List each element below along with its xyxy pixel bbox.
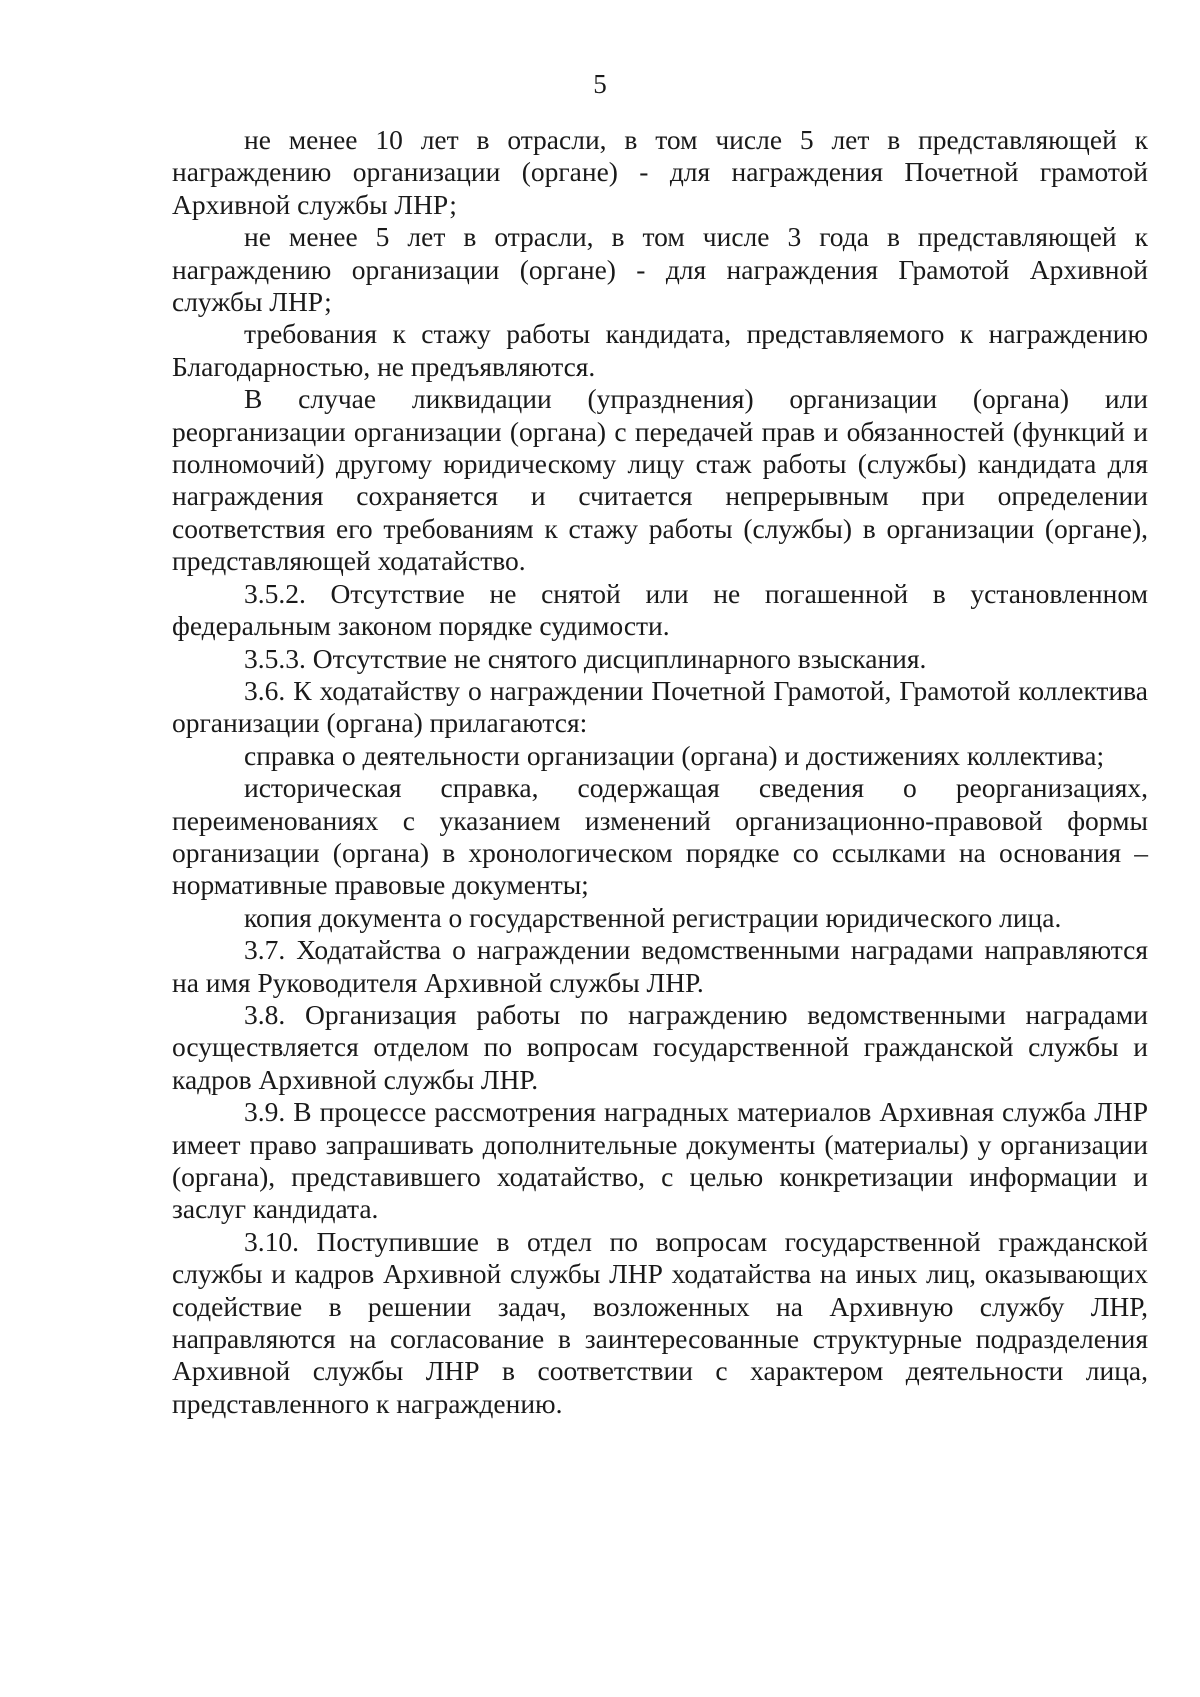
paragraph-kopiya-dokumenta: копия документа о государственной регистрации юридического лица. xyxy=(244,901,1062,933)
paragraph-spravka-deyatelnost: справка о деятельности организации (органа) и достижениях коллектива; xyxy=(244,739,1105,771)
paragraph-3-9: 3.9. В процессе рассмотрения наградных материалов Архивная служба ЛНР имеет право запрашивать дополнительные документы (материалы) у организации (органа), представившего ходатайство, с целью конкретизации информации и заслуг кандидата. xyxy=(172,1096,1148,1225)
paragraph-3-7: 3.7. Ходатайства о награждении ведомственными наградами направляются на имя Руководителя Архивной службы ЛНР. xyxy=(172,934,1148,998)
paragraph-3-8: 3.8. Организация работы по награждению ведомственными наградами осуществляется отделом по вопросам государственной гражданской службы и кадров Архивной службы ЛНР. xyxy=(172,998,1148,1095)
paragraph-likvidatsiya: В случае ликвидации (упразднения) организации (органа) или реорганизации организации (органа) с передачей прав и обязанностей (функций и полномочий) другому юридическому лицу стаж работы (службы) кандидата для награждения сохраняется и считается непрерывным при определении соответствия его требованиям к стажу работы (службы) в организации (органе), представляющей ходатайство. xyxy=(172,383,1148,577)
paragraph-stazh-blagodarnost: требования к стажу работы кандидата, представляемого к награждению Благодарностью, не предъявляются. xyxy=(172,318,1148,382)
document-body xyxy=(172,124,1148,1420)
paragraph-3-5-2: 3.5.2. Отсутствие не снятой или не погашенной в установленном федеральным законом порядке судимости. xyxy=(172,577,1148,642)
page-number: 5 xyxy=(593,69,607,99)
paragraph-3-10: 3.10. Поступившие в отдел по вопросам государственной гражданской службы и кадров Архивной службы ЛНР ходатайства на иных лиц, оказывающих содействие в решении задач, возложенных на Архивную службу ЛНР, направляются на согласование в заинтересованные структурные подразделения Архивной службы ЛНР в соответствии с характером деятельности лица, представленного к награждению. xyxy=(172,1225,1148,1419)
paragraph-istoricheskaya-spravka: историческая справка, содержащая сведения о реорганизациях, переименованиях с указанием изменений организационно-правовой формы организации (органа) в хронологическом порядке со ссылками на основания – нормативные правовые документы; xyxy=(172,772,1148,901)
paragraph-3-6: 3.6. К ходатайству о награждении Почетной Грамотой, Грамотой коллектива организации (органа) прилагаются: xyxy=(172,674,1148,739)
paragraph-stazh-gramota: не менее 5 лет в отрасли, в том числе 3 года в представляющей к награждению организации (органе) - для награждения Грамотой Архивной службы ЛНР; xyxy=(172,221,1148,318)
paragraph-stazh-pochetnaya-gramota: не менее 10 лет в отрасли, в том числе 5 лет в представляющей к награждению организации (органе) - для награждения Почетной грамотой Архивной службы ЛНР; xyxy=(172,124,1148,220)
paragraph-3-5-3: 3.5.3. Отсутствие не снятого дисциплинарного взыскания. xyxy=(244,642,927,674)
